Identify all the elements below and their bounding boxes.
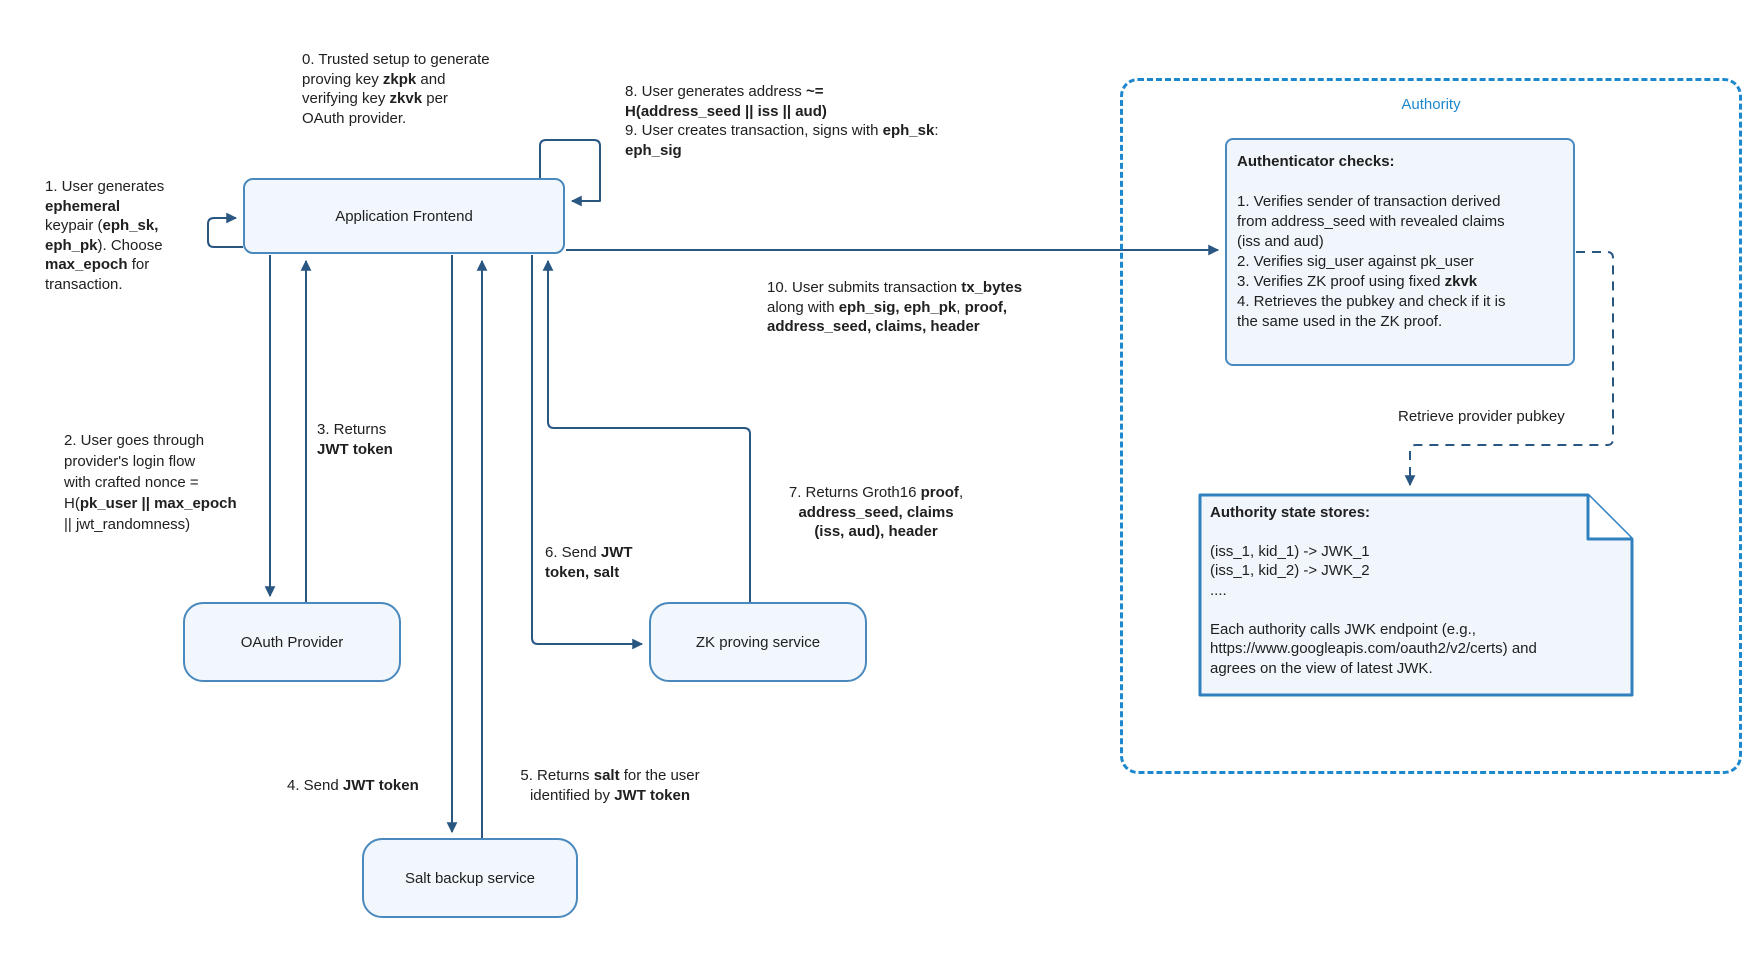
zk-proving-service-label: ZK proving service [695, 633, 821, 651]
annotation-step1: 1. User generates ephemeral keypair (eph_sk, eph_pk). Choose max_epoch for transaction. [45, 178, 165, 293]
oauth-provider-node[interactable] [183, 602, 401, 682]
annotation-step10: 10. User submits transaction tx_bytes along with eph_sig, eph_pk, proof, address_seed, claims, header [767, 279, 1023, 335]
retrieve-pubkey-label: Retrieve provider pubkey [1398, 408, 1565, 425]
annotation-step0: 0. Trusted setup to generate proving key zkpk and verifying key zkvk per OAuth provider. [302, 51, 490, 127]
application-frontend-label: Application Frontend [335, 207, 473, 225]
salt-backup-service-node[interactable] [362, 838, 578, 918]
authenticator-checks-title: Authenticator checks: [1237, 153, 1395, 170]
annotation-step4: 4. Send JWT token [287, 777, 419, 794]
authority-state-store-title: Authority state stores: [1210, 504, 1371, 521]
annotation-step7: 7. Returns Groth16 proof, address_seed, claims (iss, aud), header [788, 484, 964, 540]
annotation-step6: 6. Send JWT token, salt [545, 544, 633, 581]
annotation-step3: 3. Returns JWT token [317, 421, 393, 458]
authenticator-checks-panel [1225, 138, 1575, 366]
annotation-step2: 2. User goes through provider's login flow with crafted nonce = H(pk_user || max_epoch || jwt_randomness) [64, 432, 237, 533]
zk-proving-service-node[interactable] [649, 602, 867, 682]
authenticator-checks-body: 1. Verifies sender of transaction derived from address_seed with revealed claims (iss and aud) 2. Verifies sig_user against pk_user 3. Verifies ZK proof using fixed zkvk 4. Retrieves the pubkey and check if it is the same used in the ZK proof. [1237, 193, 1506, 330]
annotation-step8-9: 8. User generates address ~= H(address_seed || iss || aud) 9. User creates transaction, signs with eph_sk: eph_sig [625, 83, 939, 159]
frontend-to-zk-arrow [532, 255, 642, 644]
salt-backup-service-label: Salt backup service [404, 869, 536, 887]
authority-state-store-body: (iss_1, kid_1) -> JWK_1 (iss_1, kid_2) -> JWK_2 .... Each authority calls JWK endpoint (e.g., https://www.googleapis.com/oauth2/v2/certs) and agrees on the view of latest JWK. [1210, 542, 1537, 677]
authority-label: Authority [1401, 96, 1461, 113]
oauth-provider-label: OAuth Provider [240, 633, 344, 651]
application-frontend-node[interactable] [243, 178, 565, 254]
frontend-self-loop-left-arrow [208, 218, 243, 247]
annotation-step5: 5. Returns salt for the user identified by JWT token [520, 767, 700, 804]
authority-state-store-document [1198, 493, 1634, 697]
